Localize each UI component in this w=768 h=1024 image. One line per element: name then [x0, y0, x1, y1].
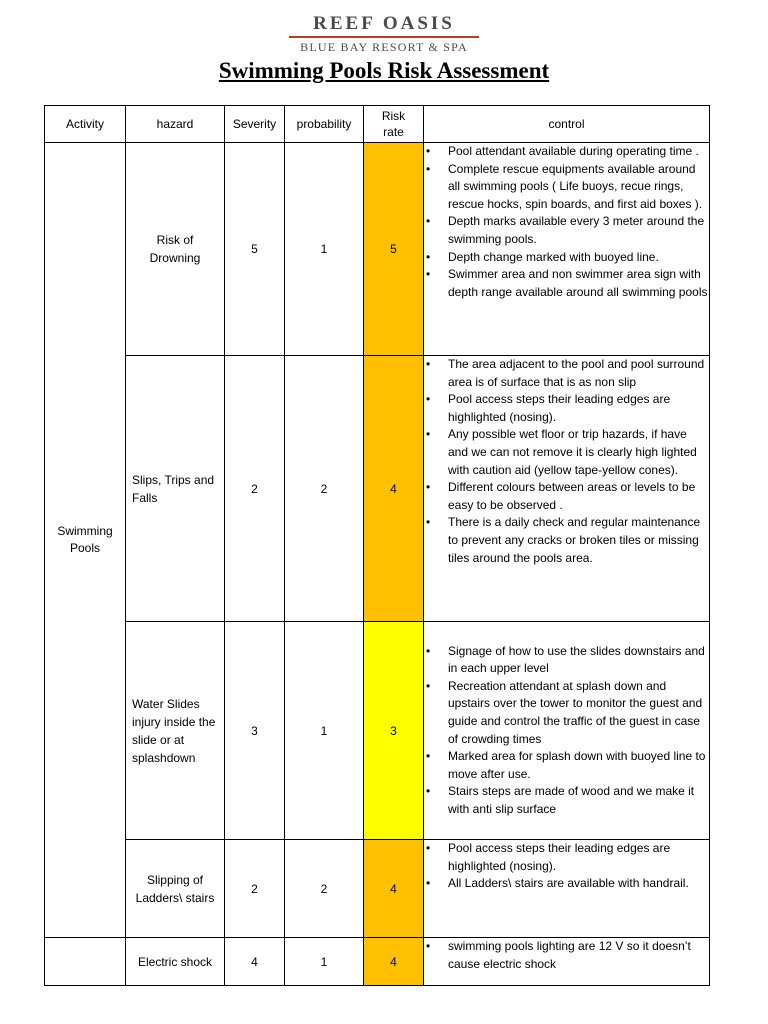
bullet-icon: •: [426, 678, 431, 693]
bullet-icon: •: [426, 144, 431, 158]
hazard-cell: Water Slides injury inside the slide or at splashdown: [126, 622, 225, 840]
control-list: [424, 938, 709, 973]
column-header-activity: Activity: [45, 106, 126, 143]
control-item: [424, 356, 709, 391]
severity-cell: 4: [225, 938, 285, 986]
bullet-icon: •: [426, 939, 431, 953]
bullet-icon: •: [426, 841, 431, 855]
control-item: [424, 479, 709, 514]
bullet-icon: •: [426, 161, 431, 176]
bullet-icon: •: [426, 876, 431, 891]
control-item: [424, 161, 709, 214]
logo-main-text: REEF OASIS: [313, 13, 455, 34]
risk-rate-cell: 3: [364, 622, 424, 840]
control-text: All Ladders\ stairs are available with handrail.: [448, 876, 689, 891]
table-row: [45, 622, 710, 840]
probability-cell: 2: [285, 356, 364, 622]
control-text: Pool access steps their leading edges are highlighted (nosing).: [448, 841, 671, 873]
hazard-cell: Slips, Trips and Falls: [126, 356, 225, 622]
bullet-icon: •: [426, 267, 431, 282]
bullet-icon: •: [426, 427, 431, 442]
probability-cell: 1: [285, 622, 364, 840]
risk-rate-cell: 4: [364, 938, 424, 986]
control-item: [424, 143, 709, 161]
table-row: [45, 938, 710, 986]
page-title: Swimming Pools Risk Assessment: [218, 58, 550, 83]
column-header-severity: Severity: [225, 106, 285, 143]
control-item: [424, 426, 709, 479]
bullet-icon: •: [426, 784, 431, 799]
column-header-control: control: [424, 106, 710, 143]
control-list: [424, 356, 709, 567]
control-item: [424, 783, 709, 818]
bullet-icon: •: [426, 515, 431, 530]
control-text: Marked area for splash down with buoyed line to move after use.: [448, 749, 706, 781]
control-cell: [424, 938, 710, 986]
hazard-cell: Electric shock: [126, 938, 225, 986]
bullet-icon: •: [426, 749, 431, 764]
activity-cell: Swimming Pools: [45, 143, 126, 938]
table-row: [45, 143, 710, 356]
probability-cell: 2: [285, 840, 364, 938]
bullet-icon: •: [426, 392, 431, 407]
control-text: Recreation attendant at splash down and upstairs over the tower to monitor the guest and guide and control the traffic of the guest in case of crowding times: [448, 678, 703, 746]
risk-assessment-table: [44, 105, 710, 986]
control-text: swimming pools lighting are 12 V so it doesn’t cause electric shock: [448, 939, 691, 971]
hazard-cell: Risk of Drowning: [126, 143, 225, 356]
control-text: Signage of how to use the slides downstairs and in each upper level: [448, 643, 705, 676]
control-item: [424, 643, 709, 678]
risk-rate-cell: 4: [364, 356, 424, 622]
control-item: [424, 678, 709, 748]
control-item: [424, 391, 709, 426]
control-item: [424, 840, 709, 875]
control-cell: [424, 840, 710, 938]
control-text: Stairs steps are made of wood and we make it with anti slip surface: [448, 784, 695, 816]
control-item: [424, 938, 709, 973]
control-list: [424, 840, 709, 893]
logo-rule: [289, 36, 479, 38]
column-header-risk-rate: Risk rate: [364, 106, 424, 143]
control-cell: [424, 143, 710, 356]
column-header-hazard: hazard: [126, 106, 225, 143]
control-item: [424, 748, 709, 783]
control-item: [424, 213, 709, 248]
control-text: Swimmer area and non swimmer area sign with depth range available around all swimming pools: [448, 267, 708, 299]
risk-rate-cell: 5: [364, 143, 424, 356]
control-text: Complete rescue equipments available around all swimming pools ( Life buoys, recue rings, rescue hocks, spin boards, and first aid boxes ).: [448, 161, 703, 211]
control-text: Pool attendant available during operating time .: [448, 144, 699, 158]
probability-cell: 1: [285, 938, 364, 986]
control-item: [424, 266, 709, 301]
control-text: Depth marks available every 3 meter around the swimming pools.: [448, 214, 705, 246]
control-text: There is a daily check and regular maintenance to prevent any cracks or broken tiles or missing tiles around the pools area.: [448, 515, 701, 565]
table-header-row: [45, 106, 710, 143]
severity-cell: 3: [225, 622, 285, 840]
control-item: [424, 249, 709, 267]
table-row: [45, 840, 710, 938]
severity-cell: 2: [225, 840, 285, 938]
bullet-icon: •: [426, 480, 431, 495]
column-header-probability: probability: [285, 106, 364, 143]
bullet-icon: •: [426, 643, 431, 658]
control-text: Depth change marked with buoyed line.: [448, 249, 659, 264]
bullet-icon: •: [426, 249, 431, 264]
table-row: [45, 356, 710, 622]
control-text: Pool access steps their leading edges are highlighted (nosing).: [448, 392, 671, 424]
control-cell: [424, 622, 710, 840]
control-text: Different colours between areas or levels to be easy to be observed .: [448, 480, 696, 512]
probability-cell: 1: [285, 143, 364, 356]
control-list: [424, 143, 709, 301]
control-text: The area adjacent to the pool and pool surround area is of surface that is as non slip: [448, 357, 705, 389]
control-text: Any possible wet floor or trip hazards, if have and we can not remove it is clearly high lighted with caution aid (yellow tape-yellow cones).: [448, 427, 697, 477]
resort-logo: [0, 14, 768, 54]
logo-sub-text: BLUE BAY RESORT & SPA: [300, 40, 468, 54]
activity-cell-empty: [45, 938, 126, 986]
control-item: [424, 514, 709, 567]
severity-cell: 2: [225, 356, 285, 622]
control-item: [424, 875, 709, 893]
hazard-cell: Slipping of Ladders\ stairs: [126, 840, 225, 938]
severity-cell: 5: [225, 143, 285, 356]
bullet-icon: •: [426, 214, 431, 229]
bullet-icon: •: [426, 357, 431, 371]
control-list: [424, 643, 709, 819]
risk-rate-cell: 4: [364, 840, 424, 938]
control-cell: [424, 356, 710, 622]
